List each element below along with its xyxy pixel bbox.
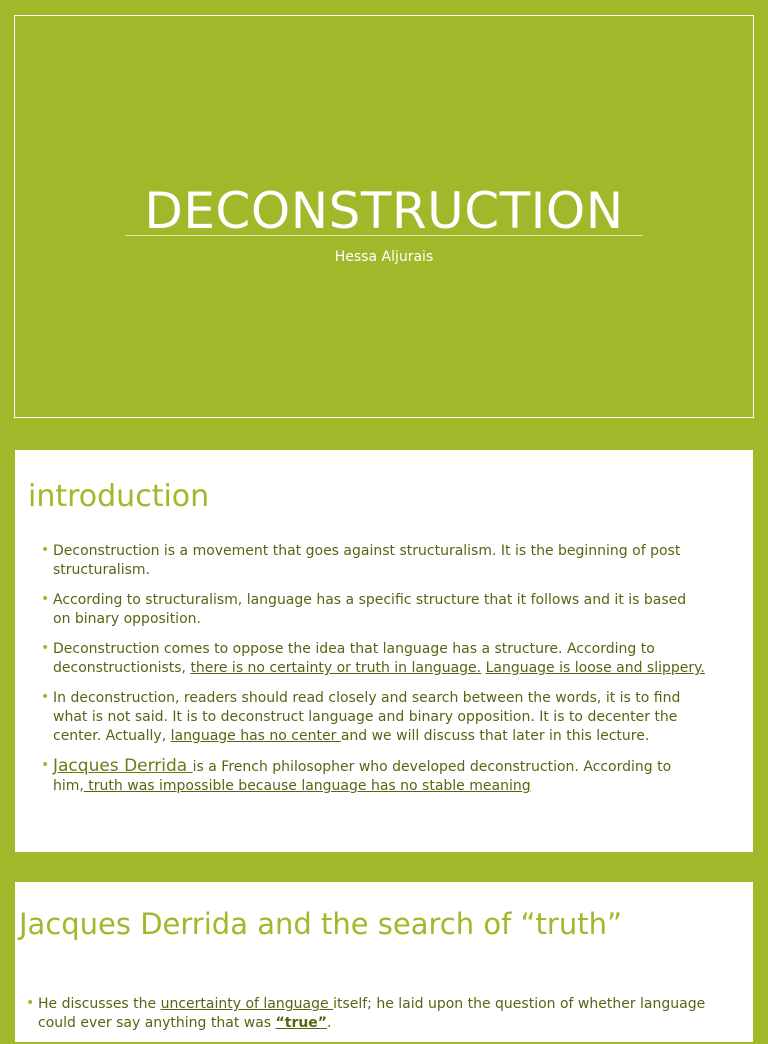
bullet-text: He discusses the (38, 996, 161, 1012)
bullet-text: In deconstruction, readers should read closely and search between the words, it is to find what is not said. It is to deconstruct language and binary opposition. It is to decenter the center. Actually, (53, 690, 681, 744)
bullet-item (26, 995, 726, 1033)
bullet-text: Deconstruction comes to oppose the idea that language has a structure. According to deconstructionists, (53, 641, 655, 676)
title-slide (14, 15, 754, 418)
bullet-item (41, 542, 705, 580)
bullet-text: . (327, 1015, 332, 1031)
bullet-text: itself; he laid upon the question of whether language could ever say anything that was (38, 996, 706, 1031)
title-divider (125, 235, 643, 236)
bullet-item (41, 640, 705, 678)
introduction-bullet-list (41, 542, 705, 807)
slide-subtitle: Hessa Aljurais (334, 249, 434, 265)
bullet-item (41, 591, 705, 629)
underlined-phrase: uncertainty of language (160, 996, 334, 1012)
derrida-slide (15, 882, 753, 1042)
bullet-text: is a French philosopher who developed deconstruction. According to him, (53, 759, 672, 794)
bullet-text: and we will discuss that later in this lecture. (340, 728, 650, 744)
bullet-item (41, 689, 705, 746)
derrida-heading: Jacques Derrida and the search of “truth” (19, 907, 622, 941)
underlined-phrase: there is no certainty or truth in language. (190, 660, 482, 676)
underlined-phrase: Language is loose and slippery. (485, 660, 705, 676)
emphasized-word: “true” (275, 1015, 328, 1031)
introduction-heading: introduction (28, 479, 210, 514)
slide-title: DECONSTRUCTION (144, 182, 624, 240)
derrida-bullet-list (26, 995, 726, 1044)
bullet-text: Deconstruction is a movement that goes against structuralism. It is the beginning of post structuralism. (53, 543, 681, 578)
bullet-item (41, 757, 705, 796)
underlined-phrase: language has no center (170, 728, 341, 744)
introduction-slide (15, 450, 753, 852)
underlined-phrase: truth was impossible because language has no stable meaning (83, 778, 531, 794)
bullet-text: According to structuralism, language has a specific structure that it follows and it is based on binary opposition. (53, 592, 687, 627)
derrida-name-link[interactable]: Jacques Derrida (53, 756, 193, 776)
